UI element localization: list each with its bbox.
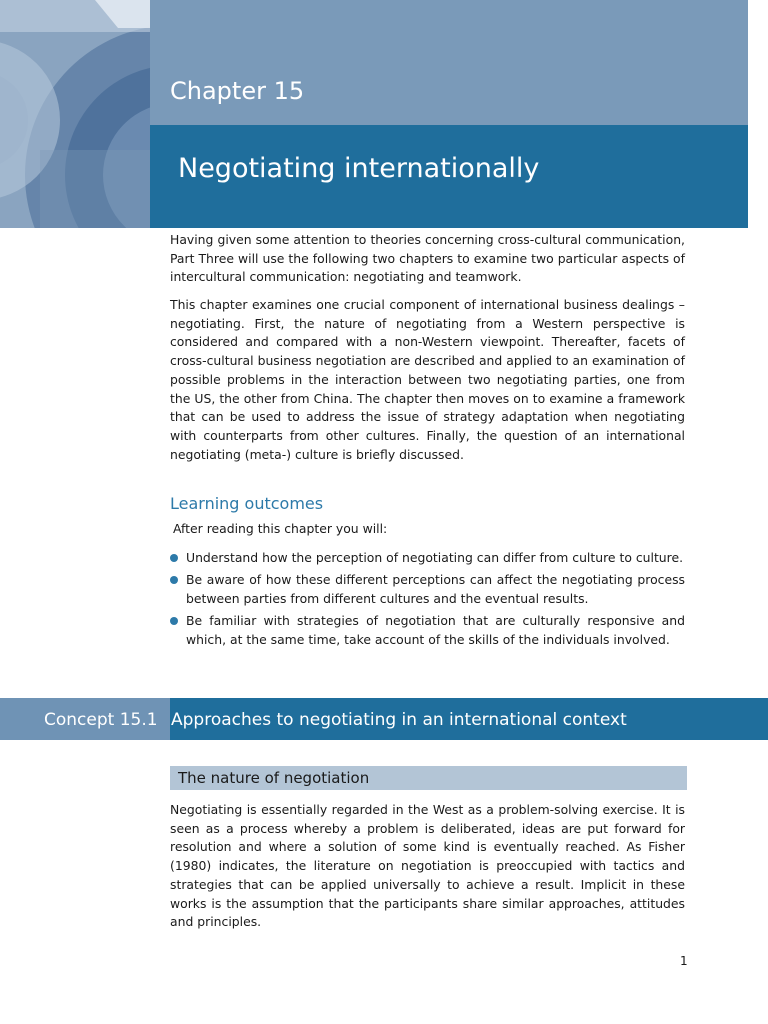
- list-item: [170, 570, 685, 608]
- concept-label-box: [0, 698, 170, 740]
- outcome-text: Be familiar with strategies of negotiation that are culturally responsive and which, at the same time, take account of the skills of the individuals involved.: [186, 613, 685, 647]
- section-heading-bar: [170, 766, 687, 790]
- learning-outcomes-list: [170, 548, 685, 652]
- list-item: [170, 548, 685, 567]
- page-number: 1: [680, 954, 688, 968]
- chapter-label-band: [150, 0, 748, 125]
- learning-outcomes-lead: After reading this chapter you will:: [173, 521, 388, 536]
- bullet-dot-icon: [170, 554, 178, 562]
- chapter-title-band: [150, 125, 748, 228]
- learning-outcomes-heading: Learning outcomes: [170, 494, 324, 513]
- intro-paragraph-1: Having given some attention to theories concerning cross-cultural communication, Part Three will use the following two chapters to examine two particular aspects of intercultural communication: negotiating and teamwork.: [170, 232, 685, 285]
- outcome-text: Understand how the perception of negotiating can differ from culture to culture.: [186, 550, 684, 565]
- outcome-text: Be aware of how these different perceptions can affect the negotiating process between parties from different cultures and the eventual results.: [186, 572, 685, 606]
- section-title: The nature of negotiation: [178, 769, 370, 787]
- bullet-dot-icon: [170, 617, 178, 625]
- chapter-label: Chapter 15: [170, 77, 305, 105]
- chapter-title: Negotiating internationally: [178, 153, 540, 184]
- concept-band: [0, 698, 768, 740]
- concept-title: Approaches to negotiating in an international context: [171, 710, 627, 730]
- bullet-dot-icon: [170, 576, 178, 584]
- section-paragraph: Negotiating is essentially regarded in the West as a problem-solving exercise. It is seen as a process whereby a problem is deliberated, ideas are put forward for resolution and where a solution of some kind is eventually reached. As Fisher (1980) indicates, the literature on negotiation is preoccupied with tactics and strategies that can be applied universally to achieve a result. Implicit in these works is the assumption that the participants share similar approaches, attitudes and principles.: [170, 802, 685, 930]
- abstract-circles-graphic: [0, 0, 150, 228]
- decorative-banner-art: [0, 0, 150, 228]
- intro-paragraph-2: This chapter examines one crucial component of international business dealings – negotiating. First, the nature of negotiating from a Western perspective is considered and compared with a non-Western viewpoint. Thereafter, facets of cross-cultural business negotiation are described and applied to an examination of possible problems in the interaction between two negotiating parties, one from the US, the other from China. The chapter then moves on to examine a framework that can be used to address the issue of strategy adaptation when negotiating with counterparts from other cultures. Finally, the question of an international negotiating (meta-) culture is briefly discussed.: [170, 297, 685, 462]
- list-item: [170, 611, 685, 649]
- concept-label: Concept 15.1: [44, 710, 158, 730]
